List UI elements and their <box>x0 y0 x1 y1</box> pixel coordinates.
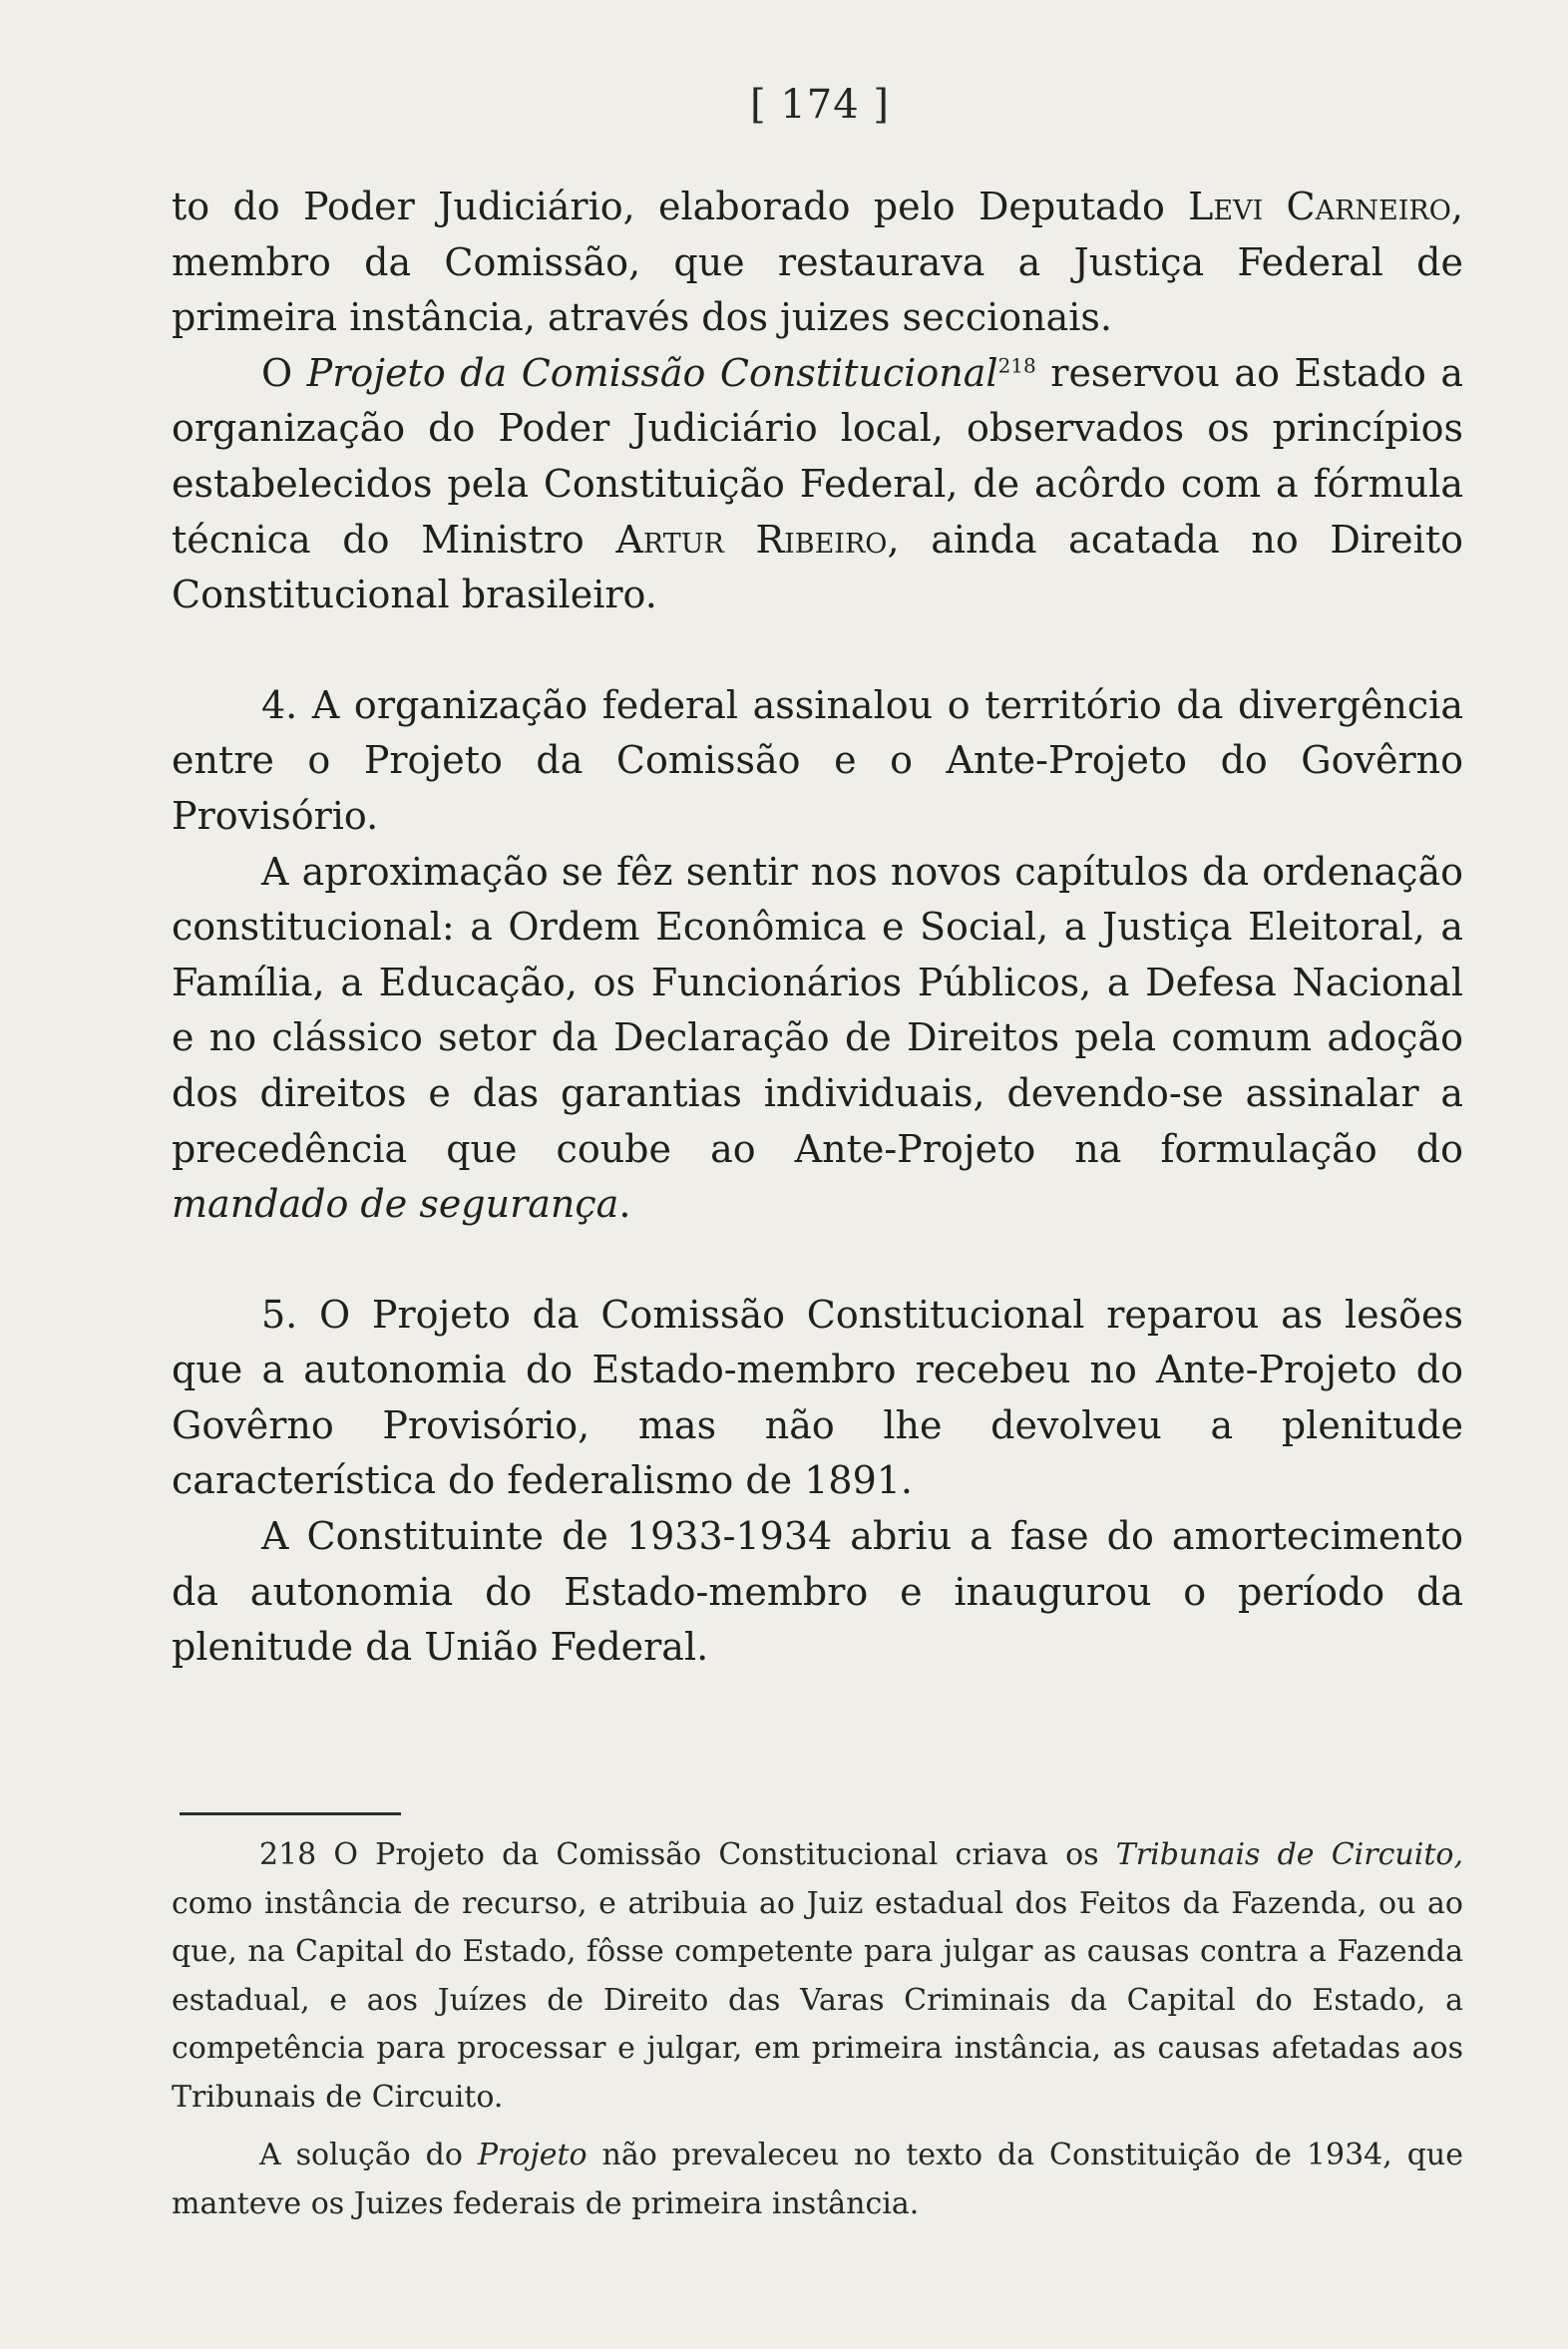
paragraph-text: , ainda acatada no Direito Constitucional brasileiro. <box>172 517 1463 617</box>
footnotes <box>172 1831 1463 2228</box>
italic-term: Tribunais de Circuito, <box>1115 1837 1463 1872</box>
paragraph-aproximacao <box>172 845 1463 1233</box>
page-number: [ 174 ] <box>750 82 890 128</box>
section-gap <box>172 623 1463 678</box>
paragraph-section-4: 4. A organização federal assinalou o território da divergência entre o Projeto da Comissão e o Ante-Projeto do Govêrno Provisório. <box>172 682 1463 838</box>
italic-term: Projeto <box>477 2138 588 2172</box>
paragraph-text: O <box>261 350 307 395</box>
footnote-continuation <box>172 2132 1463 2228</box>
paragraph-section-5: 5. O Projeto da Comissão Constitucional reparou as lesões que a autonomia do Estado-membro recebeu no Ante-Projeto do Govêrno Provisório, mas não lhe devolveu a plenitude característica do federalismo de 1891. <box>172 1292 1463 1503</box>
footnote-text: 218 O Projeto da Comissão Constitucional criava os <box>259 1837 1116 1872</box>
paragraph-continued <box>172 180 1463 346</box>
footnote-text: não prevaleceu no texto da Constituição de 1934, que manteve os Juizes federais de primeira instância. <box>172 2138 1463 2221</box>
italic-term: mandado de segurança <box>172 1182 619 1227</box>
person-name: Levi Carneiro <box>1188 185 1451 228</box>
person-name: Artur Ribeiro <box>615 517 888 562</box>
paragraph-text: reservou ao Estado a organização do Poder Judiciário local, observados os princípios estabelecidos pela Constituição Federal, de acôrdo com a fórmula técnica do Ministro <box>172 350 1463 562</box>
main-text <box>172 180 1463 1676</box>
paragraph-text: A aproximação se fêz sentir nos novos capítulos da ordenação constitucional: a Ordem Econômica e Social, a Justiça Eleitoral, a Família, a Educação, os Funcionários Públicos, a Defesa Nacional e no clássico setor da Declaração de Direitos pela comum adoção dos direitos e das garantias individuais, devendo-se assinalar a precedência que coube ao Ante-Projeto na formulação do <box>172 849 1463 1171</box>
italic-title: Projeto da Comissão Constitucional <box>306 350 998 395</box>
paragraph-projeto <box>172 346 1463 623</box>
section-gap <box>172 1233 1463 1288</box>
paragraph-text: to do Poder Judiciário, elaborado pelo Deputado <box>172 185 1189 228</box>
footnote-text: A solução do <box>259 2138 478 2172</box>
paragraph-text: , membro da Comissão, que restaurava a Justiça Federal de primeira instância, através dos juizes seccionais. <box>172 185 1463 340</box>
footnote-divider <box>180 1812 401 1815</box>
footnote-218 <box>172 1831 1463 2122</box>
paragraph-constituinte: A Constituinte de 1933-1934 abriu a fase do amortecimento da autonomia do Estado-membro e inaugurou o período da plenitude da União Federal. <box>172 1514 1463 1670</box>
paragraph-text: . <box>618 1182 631 1227</box>
footnote-text: como instância de recurso, e atribuia ao Juiz estadual dos Feitos da Fazenda, ou ao que, na Capital do Estado, fôsse competente para julgar as causas contra a Fazenda estadual, e aos Juízes de Direito das Varas Criminais da Capital do Estado, a competência para processar e julgar, em primeira instância, as causas afetadas aos Tribunais de Circuito. <box>172 1885 1463 2115</box>
footnote-reference: 218 <box>997 353 1036 378</box>
